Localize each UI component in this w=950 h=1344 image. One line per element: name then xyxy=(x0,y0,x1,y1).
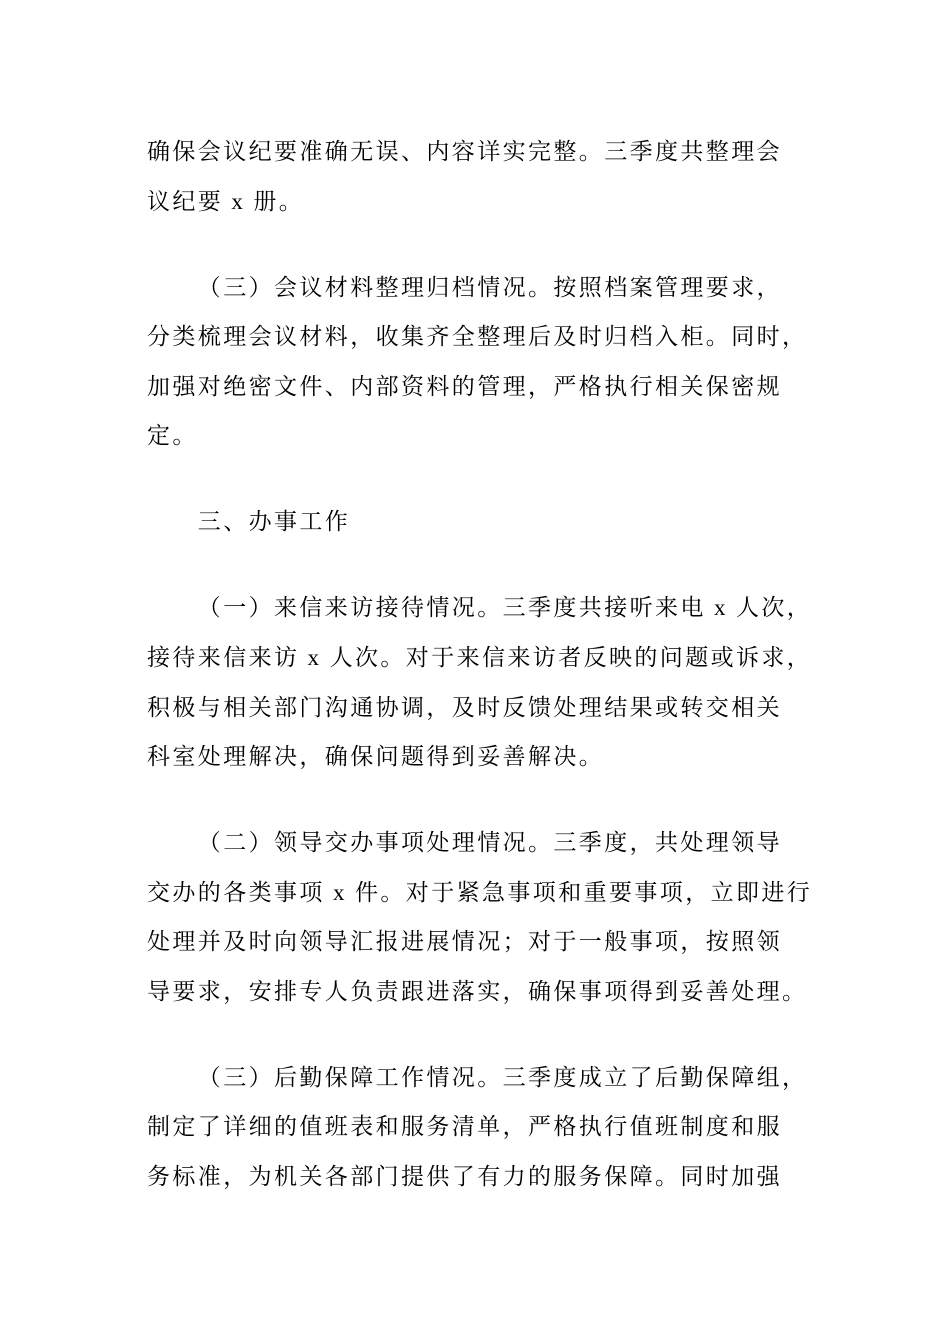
body-text-line: 接待来信来访 x 人次。对于来信来访者反映的问题或诉求， xyxy=(147,644,813,670)
paragraph-letters-visits xyxy=(147,583,950,781)
body-text-line: 积极与相关部门沟通协调，及时反馈处理结果或转交相关 xyxy=(147,694,782,720)
section-heading: 三、办事工作 xyxy=(197,509,351,535)
body-text-line: 交办的各类事项 x 件。对于紧急事项和重要事项，立即进行 xyxy=(147,879,813,905)
paragraph-logistics-support xyxy=(147,1053,950,1202)
body-text-line: 务标准，为机关各部门提供了有力的服务保障。同时加强 xyxy=(147,1164,782,1190)
body-text-line: 加强对绝密文件、内部资料的管理，严格执行相关保密规 xyxy=(147,373,782,399)
body-text-line: （二）领导交办事项处理情况。三季度，共处理领导 xyxy=(197,830,782,856)
body-text-line: （三）后勤保障工作情况。三季度成立了后勤保障组， xyxy=(197,1064,808,1090)
body-text-line: （三）会议材料整理归档情况。按照档案管理要求， xyxy=(197,274,782,300)
paragraph-meeting-materials-archiving xyxy=(147,263,950,461)
section-heading-block xyxy=(147,497,950,547)
paragraph-meeting-minutes-continuation xyxy=(147,127,950,226)
body-text-line: 处理并及时向领导汇报进展情况；对于一般事项，按照领 xyxy=(147,929,782,955)
body-text-line: 制定了详细的值班表和服务清单，严格执行值班制度和服 xyxy=(147,1114,782,1140)
paragraph-leader-assigned-matters xyxy=(147,818,950,1016)
body-text-line: 导要求，安排专人负责跟进落实，确保事项得到妥善处理。 xyxy=(147,978,808,1004)
body-text-line: 科室处理解决，确保问题得到妥善解决。 xyxy=(147,744,605,770)
body-text-line: 议纪要 x 册。 xyxy=(147,188,305,214)
body-text-line: 分类梳理会议材料，收集齐全整理后及时归档入柜。同时， xyxy=(147,324,808,350)
body-text-line: 确保会议纪要准确无误、内容详实完整。三季度共整理会 xyxy=(147,139,782,164)
body-text-line: （一）来信来访接待情况。三季度共接听来电 x 人次， xyxy=(197,595,813,621)
body-text-line: 定。 xyxy=(147,423,198,449)
